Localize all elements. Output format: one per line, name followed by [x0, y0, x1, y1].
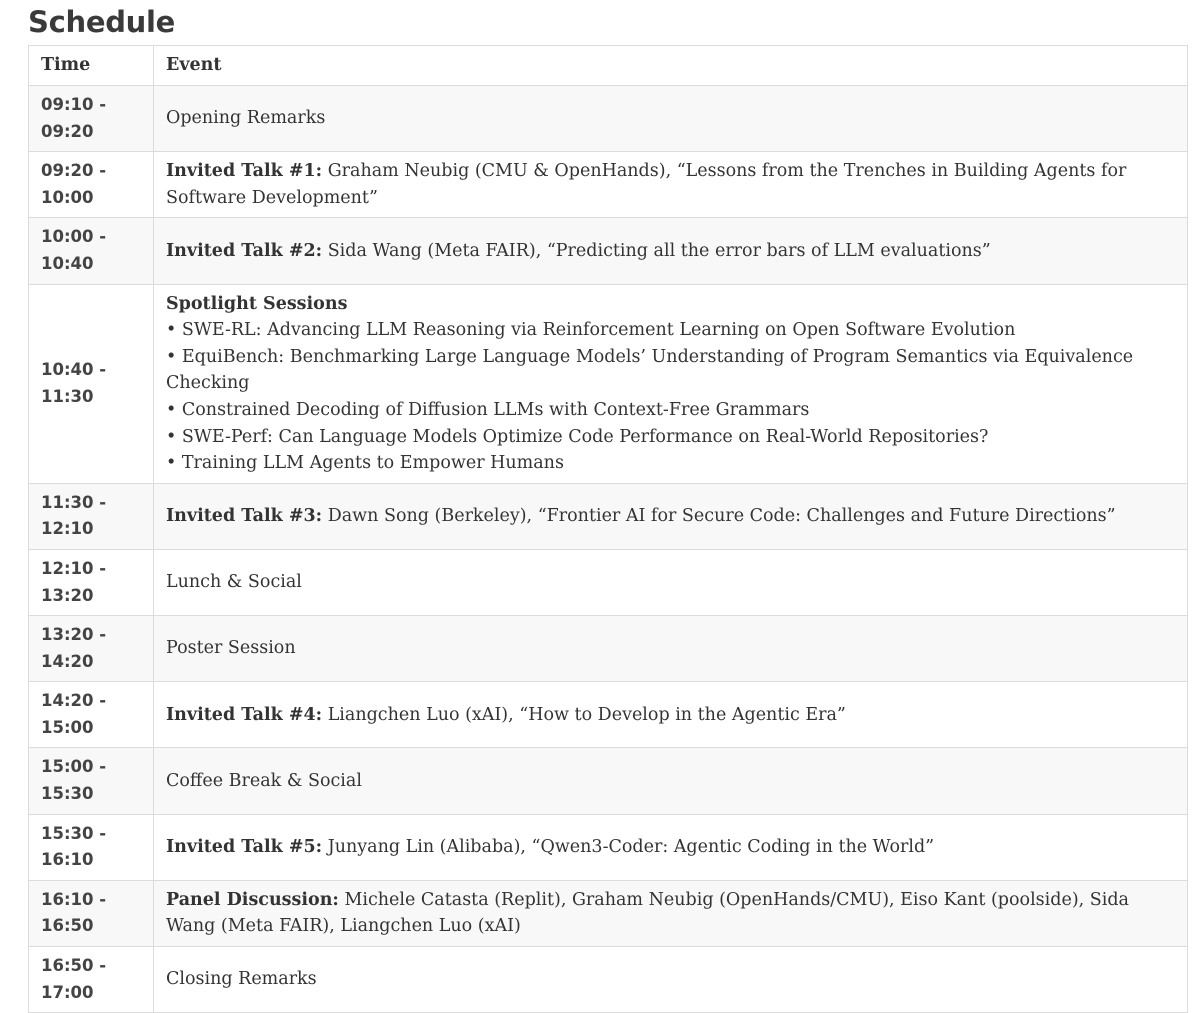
event-cell [154, 86, 1188, 152]
time-cell: 12:10 - 13:20 [29, 549, 154, 615]
time-cell: 13:20 - 14:20 [29, 616, 154, 682]
event-label: Invited Talk #1: [166, 161, 323, 182]
event-label: Panel Discussion: [166, 889, 339, 910]
event-text: Graham Neubig (CMU & OpenHands), “Lessons from the Trenches in Building Agents for Software Development” [166, 161, 1127, 208]
event-text: Closing Remarks [166, 969, 317, 990]
spotlight-item: • EquiBench: Benchmarking Large Language Models’ Understanding of Program Semantics via Equivalence Checking [166, 346, 1134, 394]
time-cell: 16:10 - 16:50 [29, 880, 154, 946]
table-row [29, 549, 1188, 615]
event-text: Lunch & Social [166, 572, 302, 593]
spotlight-title: Spotlight Sessions [166, 293, 348, 314]
event-text: Dawn Song (Berkeley), “Frontier AI for Secure Code: Challenges and Future Directions” [322, 506, 1116, 527]
event-text: Coffee Break & Social [166, 770, 362, 791]
table-row [29, 748, 1188, 814]
event-cell [154, 682, 1188, 748]
spotlight-item: • Constrained Decoding of Diffusion LLMs with Context-Free Grammars [166, 399, 810, 420]
time-cell: 10:40 - 11:30 [29, 284, 154, 483]
event-cell [154, 814, 1188, 880]
table-row [29, 814, 1188, 880]
event-text: Opening Remarks [166, 108, 326, 129]
time-cell: 16:50 - 17:00 [29, 947, 154, 1013]
time-cell: 11:30 - 12:10 [29, 483, 154, 549]
event-cell [154, 880, 1188, 946]
event-text: Sida Wang (Meta FAIR), “Predicting all the error bars of LLM evaluations” [322, 240, 991, 261]
event-cell [154, 152, 1188, 218]
event-cell [154, 483, 1188, 549]
event-cell [154, 549, 1188, 615]
time-cell: 09:20 - 10:00 [29, 152, 154, 218]
schedule-table [28, 45, 1188, 1013]
event-cell [154, 218, 1188, 284]
spotlight-item: • Training LLM Agents to Empower Humans [166, 453, 564, 474]
time-cell: 15:00 - 15:30 [29, 748, 154, 814]
time-cell: 14:20 - 15:00 [29, 682, 154, 748]
event-label: Invited Talk #3: [166, 506, 323, 527]
event-cell [154, 947, 1188, 1013]
event-cell [154, 748, 1188, 814]
page-title: Schedule [28, 5, 176, 39]
event-cell [154, 284, 1188, 483]
table-row [29, 86, 1188, 152]
event-text: Michele Catasta (Replit), Graham Neubig (OpenHands/CMU), Eiso Kant (poolside), Sida Wang (Meta FAIR), Liangchen Luo (xAI) [166, 889, 1129, 937]
time-cell: 15:30 - 16:10 [29, 814, 154, 880]
table-row [29, 880, 1188, 946]
table-row [29, 483, 1188, 549]
time-cell: 09:10 - 09:20 [29, 86, 154, 152]
table-row [29, 947, 1188, 1013]
event-column-header: Event [154, 46, 1188, 86]
event-text: Poster Session [166, 638, 296, 659]
event-text: Junyang Lin (Alibaba), “Qwen3-Coder: Agentic Coding in the World” [322, 836, 935, 857]
spotlight-item: • SWE-RL: Advancing LLM Reasoning via Reinforcement Learning on Open Software Evolution [166, 320, 1016, 341]
spotlight-item: • SWE-Perf: Can Language Models Optimize Code Performance on Real-World Repositories? [166, 426, 989, 447]
table-row [29, 682, 1188, 748]
time-column-header: Time [29, 46, 154, 86]
time-cell: 10:00 - 10:40 [29, 218, 154, 284]
event-text: Liangchen Luo (xAI), “How to Develop in the Agentic Era” [322, 704, 846, 725]
event-label: Invited Talk #4: [166, 704, 323, 725]
table-row [29, 616, 1188, 682]
event-label: Invited Talk #5: [166, 836, 323, 857]
table-row-spotlight [29, 284, 1188, 483]
table-row [29, 218, 1188, 284]
event-cell [154, 616, 1188, 682]
table-header-row [29, 46, 1188, 86]
table-row [29, 152, 1188, 218]
event-label: Invited Talk #2: [166, 240, 323, 261]
